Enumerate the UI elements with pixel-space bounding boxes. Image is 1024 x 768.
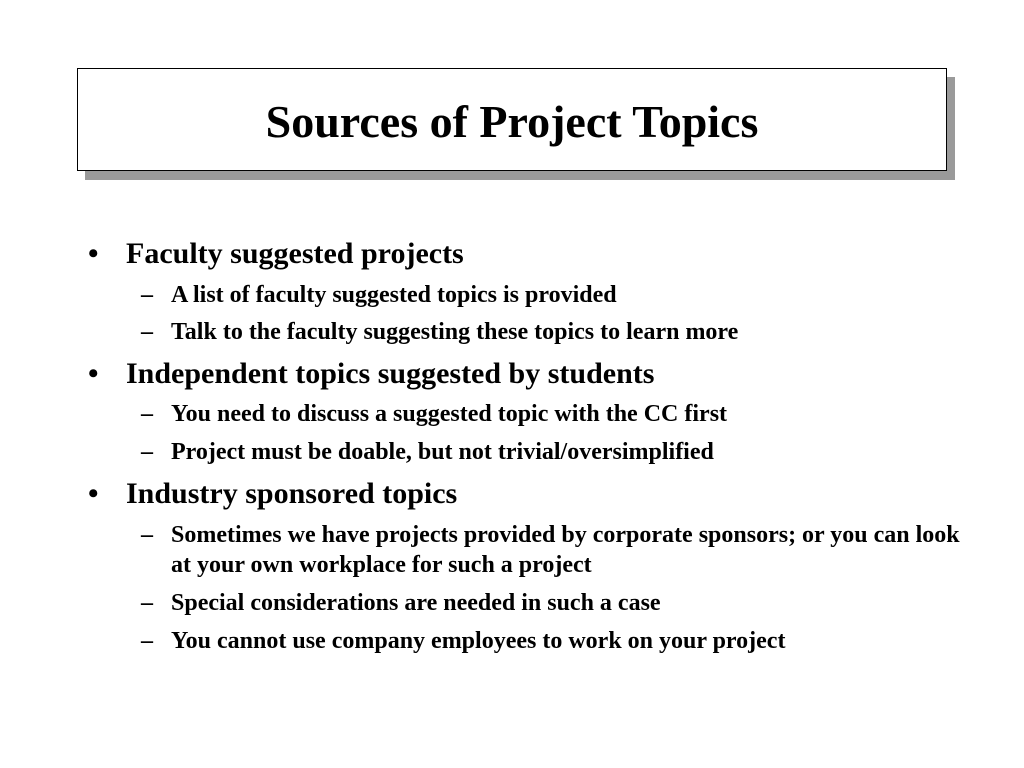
sub-marker: –: [141, 628, 153, 654]
sub-item: [0, 626, 1024, 656]
sub-item: [0, 399, 1024, 429]
sub-text: Talk to the faculty suggesting these topics to learn more: [171, 319, 739, 345]
bullet-text: Faculty suggested projects: [126, 237, 464, 270]
bullet-item: [0, 357, 1024, 391]
sub-item: [0, 520, 1024, 580]
sub-marker: –: [141, 590, 153, 616]
sub-text: Special considerations are needed in such a case: [171, 590, 661, 616]
bullet-text: Industry sponsored topics: [126, 477, 458, 510]
sub-marker: –: [141, 401, 153, 427]
sub-text: You need to discuss a suggested topic with the CC first: [171, 401, 728, 427]
sub-text: A list of faculty suggested topics is provided: [171, 282, 617, 308]
sub-text: You cannot use company employees to work on your project: [171, 628, 786, 654]
sub-item: [0, 280, 1024, 310]
sub-item: [0, 588, 1024, 618]
slide-title: Sources of Project Topics: [265, 95, 759, 147]
bullet-item: [0, 477, 1024, 511]
sub-marker: –: [141, 319, 153, 345]
sub-marker: –: [141, 282, 153, 308]
bullet-marker: •: [88, 357, 99, 390]
sub-marker: –: [141, 522, 153, 548]
bullet-text: Independent topics suggested by students: [126, 357, 655, 390]
sub-text: Sometimes we have projects provided by corporate sponsors; or you can look at your own workplace for such a project: [171, 522, 960, 578]
bullet-marker: •: [88, 477, 99, 510]
sub-item: [0, 317, 1024, 347]
sub-text: Project must be doable, but not trivial/oversimplified: [171, 439, 714, 465]
sub-item: [0, 437, 1024, 467]
sub-marker: –: [141, 439, 153, 465]
bullet-item: [0, 237, 1024, 271]
bullet-marker: •: [88, 237, 99, 270]
